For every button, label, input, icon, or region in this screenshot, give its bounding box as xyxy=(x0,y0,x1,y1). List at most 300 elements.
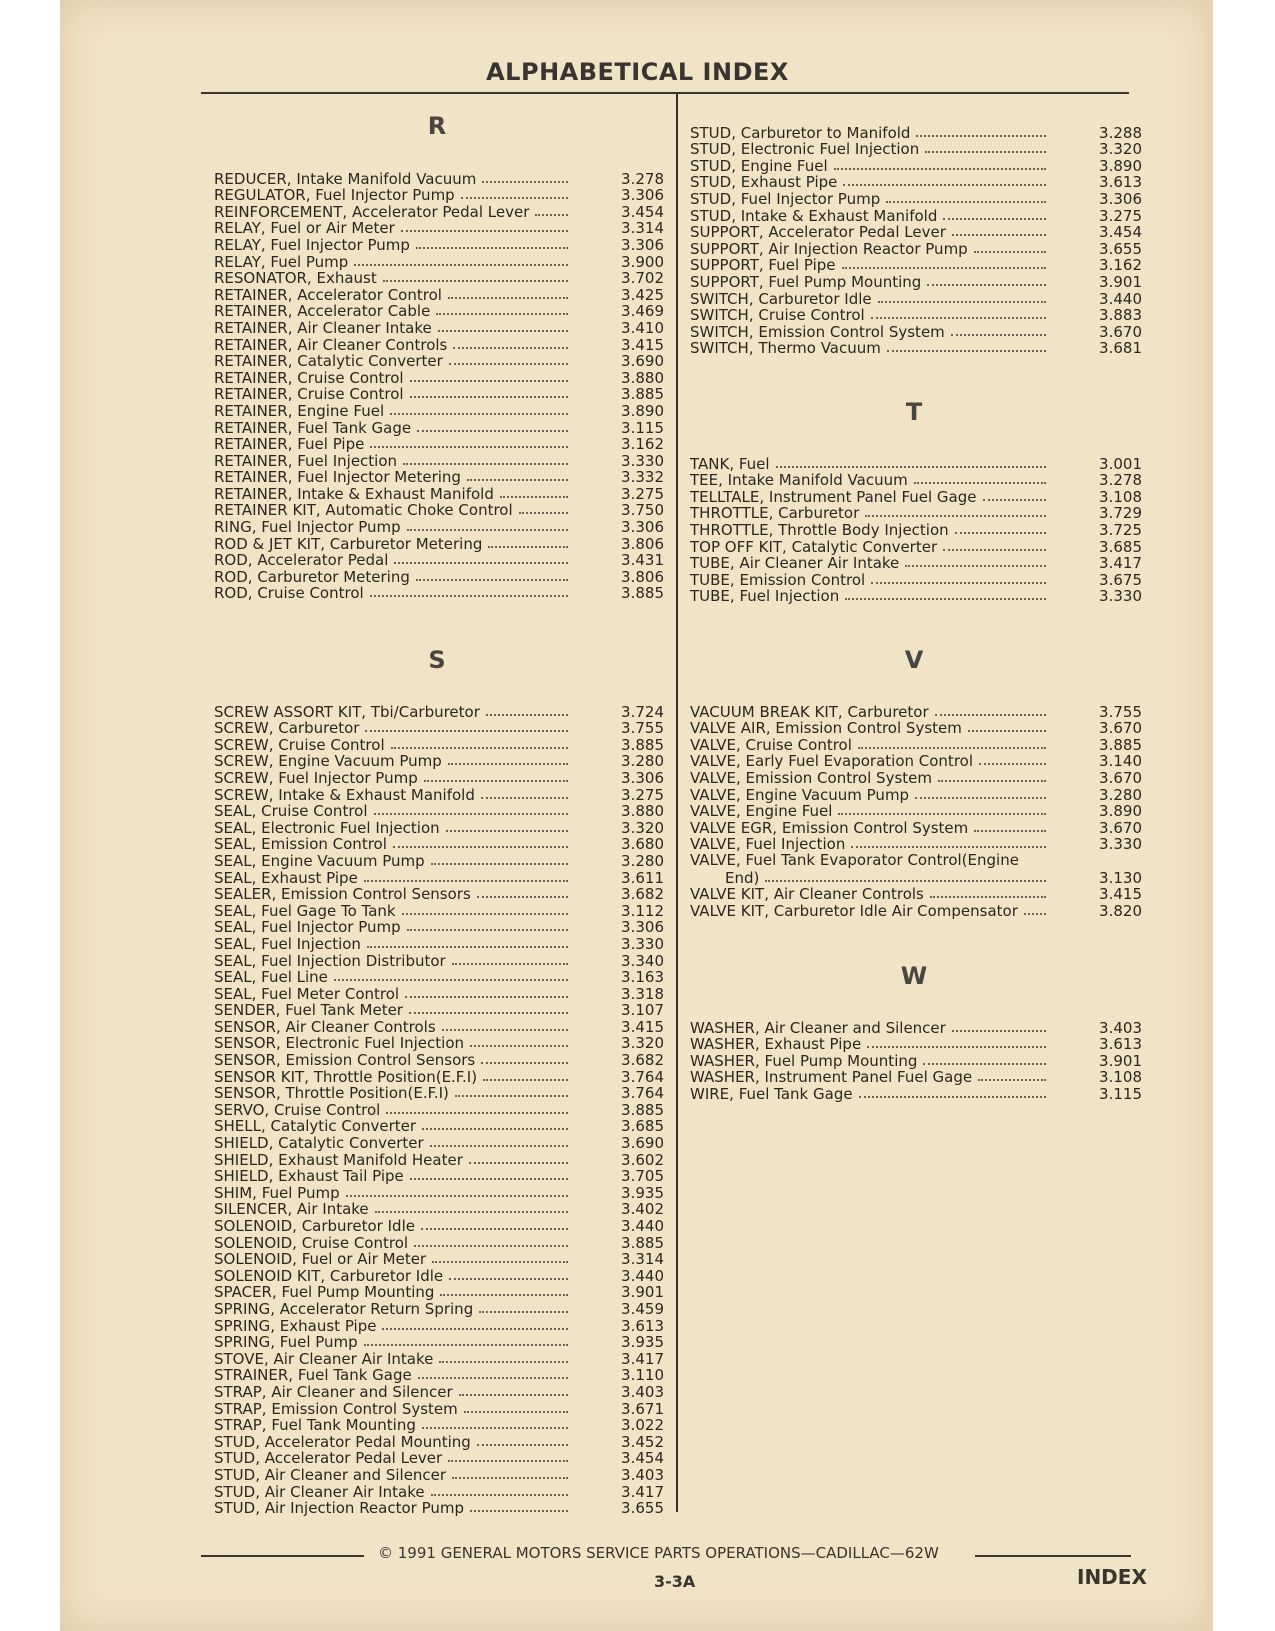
index-entry xyxy=(214,303,664,320)
leader-dots xyxy=(974,830,1046,832)
entry-name: SENSOR, Emission Control Sensors xyxy=(214,1051,476,1070)
entry-reference: 3.885 xyxy=(621,1100,664,1119)
index-entry xyxy=(214,1201,664,1218)
entry-name: ROD, Accelerator Pedal xyxy=(214,551,389,570)
leader-dots xyxy=(916,135,1046,137)
entry-name: THROTTLE, Throttle Body Injection xyxy=(690,520,949,539)
leader-dots xyxy=(410,1178,568,1180)
entry-reference: 3.611 xyxy=(621,868,664,887)
leader-dots xyxy=(974,251,1046,253)
leader-dots xyxy=(1024,913,1046,915)
index-entry xyxy=(214,1085,664,1102)
column-divider xyxy=(676,94,678,1512)
entry-reference: 3.022 xyxy=(621,1416,664,1435)
leader-dots xyxy=(871,317,1046,319)
leader-dots xyxy=(386,1112,568,1114)
index-entry xyxy=(214,568,664,585)
leader-dots xyxy=(452,963,568,965)
index-entry xyxy=(214,1101,664,1118)
entry-name: SHIELD, Exhaust Tail Pipe xyxy=(214,1167,404,1186)
entry-name: SCREW, Engine Vacuum Pump xyxy=(214,752,442,771)
leader-dots xyxy=(535,214,568,216)
leader-dots xyxy=(842,267,1046,269)
index-entry xyxy=(214,1400,664,1417)
entry-reference: 3.110 xyxy=(621,1366,664,1385)
leader-dots xyxy=(416,247,568,249)
index-entry xyxy=(214,1035,664,1052)
entry-reference: 3.278 xyxy=(621,169,664,188)
index-entry xyxy=(214,253,664,270)
leader-dots xyxy=(834,168,1046,170)
entry-reference: 3.890 xyxy=(1099,802,1142,821)
index-list-s-continued xyxy=(690,124,1142,356)
entry-reference: 3.885 xyxy=(1099,735,1142,754)
index-entry xyxy=(214,236,664,253)
entry-reference: 3.670 xyxy=(1099,768,1142,787)
leader-dots xyxy=(915,797,1046,799)
entry-reference: 3.115 xyxy=(1099,1084,1142,1103)
entry-name: SOLENOID KIT, Carburetor Idle xyxy=(214,1266,444,1285)
entry-name: STUD, Engine Fuel xyxy=(690,156,828,175)
leader-dots xyxy=(354,264,568,266)
leader-dots xyxy=(334,979,568,981)
entry-reference: 3.140 xyxy=(1099,752,1142,771)
entry-reference: 3.883 xyxy=(1099,306,1142,325)
index-entry xyxy=(690,886,1142,903)
leader-dots xyxy=(930,896,1046,898)
entry-reference: 3.318 xyxy=(621,984,664,1003)
leader-dots xyxy=(383,280,568,282)
index-entry xyxy=(214,902,664,919)
entry-reference: 3.314 xyxy=(621,1250,664,1269)
leader-dots xyxy=(843,184,1046,186)
entry-reference: 3.306 xyxy=(1099,189,1142,208)
entry-name: RETAINER, Fuel Pipe xyxy=(214,435,365,454)
entry-name: TUBE, Air Cleaner Air Intake xyxy=(690,554,900,573)
index-entry xyxy=(214,1300,664,1317)
entry-reference: 3.163 xyxy=(621,968,664,987)
entry-name: VALVE, Cruise Control xyxy=(690,735,852,754)
entry-reference: 3.320 xyxy=(621,1034,664,1053)
index-entry xyxy=(214,369,664,386)
entry-reference: 3.403 xyxy=(1099,1018,1142,1037)
leader-dots xyxy=(375,1211,568,1213)
entry-reference: 3.675 xyxy=(1099,570,1142,589)
entry-reference: 3.162 xyxy=(1099,256,1142,275)
entry-reference: 3.613 xyxy=(621,1316,664,1335)
entry-reference: 3.314 xyxy=(621,219,664,238)
leader-dots xyxy=(859,1096,1046,1098)
leader-dots xyxy=(459,1394,568,1396)
entry-name: SPRING, Exhaust Pipe xyxy=(214,1316,377,1335)
entry-reference: 3.685 xyxy=(1099,537,1142,556)
entry-name: SHIELD, Catalytic Converter xyxy=(214,1134,424,1153)
entry-reference: 3.107 xyxy=(621,1001,664,1020)
leader-dots xyxy=(365,730,568,732)
entry-name: RELAY, Fuel Injector Pump xyxy=(214,235,410,254)
index-entry xyxy=(214,1267,664,1284)
entry-name: SCREW ASSORT KIT, Tbi/Carburetor xyxy=(214,702,480,721)
leader-dots xyxy=(776,466,1046,468)
entry-name: SEALER, Emission Control Sensors xyxy=(214,885,471,904)
entry-name: RETAINER, Engine Fuel xyxy=(214,401,385,420)
index-entry xyxy=(214,1483,664,1500)
index-entry xyxy=(690,190,1142,207)
entry-reference: 3.431 xyxy=(621,551,664,570)
leader-dots xyxy=(979,763,1046,765)
entry-name: SENDER, Fuel Tank Meter xyxy=(214,1001,403,1020)
entry-name: STUD, Air Cleaner Air Intake xyxy=(214,1482,425,1501)
index-entry xyxy=(214,1168,664,1185)
leader-dots xyxy=(370,595,568,597)
entry-reference: 3.750 xyxy=(621,501,664,520)
leader-dots xyxy=(407,929,568,931)
index-list-r xyxy=(214,170,664,601)
entry-reference: 3.440 xyxy=(1099,289,1142,308)
index-entry xyxy=(214,518,664,535)
leader-dots xyxy=(486,714,568,716)
index-entry xyxy=(690,836,1142,853)
entry-name: STUD, Carburetor to Manifold xyxy=(690,123,911,142)
leader-dots xyxy=(886,201,1046,203)
entry-reference: 3.108 xyxy=(1099,1068,1142,1087)
entry-reference: 3.901 xyxy=(1099,272,1142,291)
entry-name: RETAINER, Fuel Tank Gage xyxy=(214,418,412,437)
leader-dots xyxy=(442,1029,568,1031)
index-entry xyxy=(214,919,664,936)
index-entry xyxy=(214,769,664,786)
index-list-s xyxy=(214,703,664,1516)
leader-dots xyxy=(448,763,568,765)
index-entry xyxy=(214,187,664,204)
entry-reference: 3.682 xyxy=(621,885,664,904)
index-entry xyxy=(214,1350,664,1367)
leader-dots xyxy=(923,1063,1046,1065)
entry-reference: 3.820 xyxy=(1099,901,1142,920)
entry-name: RETAINER, Fuel Injection xyxy=(214,451,398,470)
leader-dots xyxy=(374,813,568,815)
entry-name: TOP OFF KIT, Catalytic Converter xyxy=(690,537,938,556)
leader-dots xyxy=(927,284,1046,286)
entry-reference: 3.280 xyxy=(621,752,664,771)
entry-reference: 3.330 xyxy=(1099,587,1142,606)
leader-dots xyxy=(470,1045,568,1047)
index-entry xyxy=(214,1118,664,1135)
entry-name: VALVE, Engine Fuel xyxy=(690,802,833,821)
index-entry xyxy=(690,538,1142,555)
entry-reference: 3.330 xyxy=(1099,835,1142,854)
entry-reference: 3.885 xyxy=(621,584,664,603)
index-entry xyxy=(214,1383,664,1400)
entry-reference: 3.108 xyxy=(1099,487,1142,506)
entry-name: SEAL, Fuel Injection Distributor xyxy=(214,951,446,970)
title-rule xyxy=(201,92,1129,94)
entry-name: SCREW, Fuel Injector Pump xyxy=(214,768,418,787)
entry-name: STUD, Exhaust Pipe xyxy=(690,173,838,192)
leader-dots xyxy=(851,846,1046,848)
entry-reference: 3.613 xyxy=(1099,1035,1142,1054)
entry-reference: 3.670 xyxy=(1099,818,1142,837)
entry-reference: 3.729 xyxy=(1099,504,1142,523)
entry-reference: 3.469 xyxy=(621,302,664,321)
entry-reference: 3.415 xyxy=(621,1017,664,1036)
entry-reference: 3.885 xyxy=(621,1233,664,1252)
entry-reference: 3.885 xyxy=(621,735,664,754)
index-entry xyxy=(214,1018,664,1035)
index-entry xyxy=(214,1002,664,1019)
entry-name: STRAP, Fuel Tank Mounting xyxy=(214,1416,416,1435)
entry-reference: 3.320 xyxy=(1099,140,1142,159)
entry-reference: 3.440 xyxy=(621,1266,664,1285)
leader-dots xyxy=(461,197,568,199)
leader-dots xyxy=(405,996,568,998)
entry-reference: 3.901 xyxy=(621,1283,664,1302)
entry-name: ROD, Carburetor Metering xyxy=(214,567,410,586)
index-entry xyxy=(214,203,664,220)
entry-name: SWITCH, Cruise Control xyxy=(690,306,865,325)
entry-reference: 3.670 xyxy=(1099,322,1142,341)
entry-reference: 3.755 xyxy=(1099,702,1142,721)
entry-name: SWITCH, Thermo Vacuum xyxy=(690,339,881,358)
leader-dots xyxy=(416,579,568,581)
index-entry xyxy=(690,273,1142,290)
index-entry xyxy=(690,1036,1142,1053)
entry-reference: 3.880 xyxy=(621,368,664,387)
leader-dots xyxy=(482,181,568,183)
leader-dots xyxy=(858,747,1046,749)
section-letter-w: W xyxy=(900,962,928,990)
entry-reference: 3.162 xyxy=(621,435,664,454)
entry-name: SENSOR, Air Cleaner Controls xyxy=(214,1017,436,1036)
leader-dots xyxy=(470,1510,568,1512)
entry-name: SOLENOID, Carburetor Idle xyxy=(214,1217,415,1235)
entry-reference: 3.459 xyxy=(621,1299,664,1318)
leader-dots xyxy=(431,1494,568,1496)
entry-name: RETAINER, Air Cleaner Controls xyxy=(214,335,448,354)
entry-name: STUD, Air Injection Reactor Pump xyxy=(214,1499,465,1518)
entry-name: SEAL, Engine Vacuum Pump xyxy=(214,851,425,870)
entry-reference: 3.602 xyxy=(621,1150,664,1169)
index-entry xyxy=(214,1466,664,1483)
leader-dots xyxy=(878,301,1046,303)
index-entry xyxy=(214,736,664,753)
entry-name: STRAINER, Fuel Tank Gage xyxy=(214,1366,412,1385)
leader-dots xyxy=(867,1046,1046,1048)
leader-dots xyxy=(436,313,568,315)
index-entry xyxy=(690,240,1142,257)
entry-name: REDUCER, Intake Manifold Vacuum xyxy=(214,169,477,188)
entry-name: SEAL, Electronic Fuel Injection xyxy=(214,818,440,837)
leader-dots xyxy=(452,1477,568,1479)
leader-dots xyxy=(393,846,568,848)
leader-dots xyxy=(838,813,1046,815)
entry-name: SEAL, Exhaust Pipe xyxy=(214,868,358,887)
entry-reference: 3.880 xyxy=(621,802,664,821)
entry-name: RETAINER, Cruise Control xyxy=(214,368,404,387)
entry-reference: 3.454 xyxy=(1099,223,1142,242)
entry-reference: 3.655 xyxy=(1099,239,1142,258)
leader-dots xyxy=(765,880,1046,882)
entry-name: THROTTLE, Carburetor xyxy=(690,504,860,523)
footer-copyright: © 1991 GENERAL MOTORS SERVICE PARTS OPERATIONS—CADILLAC—62W xyxy=(378,1544,939,1562)
leader-dots xyxy=(367,946,568,948)
index-entry xyxy=(690,720,1142,737)
paper-edge xyxy=(1205,0,1213,1631)
index-entry xyxy=(214,886,664,903)
entry-reference: 3.275 xyxy=(621,484,664,503)
index-entry xyxy=(214,419,664,436)
leader-dots xyxy=(464,1411,568,1413)
leader-dots xyxy=(519,512,568,514)
index-entry xyxy=(214,819,664,836)
entry-name: SENSOR, Electronic Fuel Injection xyxy=(214,1034,464,1053)
entry-name: VALVE, Fuel Injection xyxy=(690,835,846,854)
leader-dots xyxy=(865,515,1046,517)
footer-rule-left xyxy=(201,1555,364,1557)
entry-reference: 3.670 xyxy=(1099,719,1142,738)
leader-dots xyxy=(938,780,1046,782)
index-entry xyxy=(214,1450,664,1467)
index-entry xyxy=(690,555,1142,572)
entry-name: SPRING, Accelerator Return Spring xyxy=(214,1299,474,1318)
page-title: ALPHABETICAL INDEX xyxy=(486,58,789,86)
entry-name: SUPPORT, Fuel Pipe xyxy=(690,256,836,275)
index-entry xyxy=(690,124,1142,141)
leader-dots xyxy=(483,1079,568,1081)
entry-reference: 3.764 xyxy=(621,1084,664,1103)
index-entry xyxy=(690,455,1142,472)
index-entry xyxy=(214,1234,664,1251)
leader-dots xyxy=(417,430,568,432)
index-entry xyxy=(214,969,664,986)
leader-dots xyxy=(440,1294,568,1296)
leader-dots xyxy=(410,396,568,398)
index-entry xyxy=(214,1284,664,1301)
entry-reference: 3.755 xyxy=(621,719,664,738)
entry-name: REINFORCEMENT, Accelerator Pedal Lever xyxy=(214,202,530,221)
leader-dots xyxy=(481,797,568,799)
entry-reference: 3.330 xyxy=(621,451,664,470)
entry-reference: 3.410 xyxy=(621,318,664,337)
entry-name: STUD, Air Cleaner and Silencer xyxy=(214,1465,447,1484)
entry-reference: 3.671 xyxy=(621,1399,664,1418)
entry-name: TELLTALE, Instrument Panel Fuel Gage xyxy=(690,487,977,506)
entry-reference: 3.001 xyxy=(1099,454,1142,473)
section-label: INDEX xyxy=(1077,1565,1147,1589)
index-entry xyxy=(690,902,1142,919)
entry-reference: 3.112 xyxy=(621,901,664,920)
entry-reference: 3.655 xyxy=(621,1499,664,1518)
leader-dots xyxy=(453,347,568,349)
leader-dots xyxy=(364,1344,568,1346)
leader-dots xyxy=(418,1377,568,1379)
entry-name: SHIELD, Exhaust Manifold Heater xyxy=(214,1150,463,1169)
entry-reference: 3.115 xyxy=(621,418,664,437)
entry-name: SWITCH, Emission Control System xyxy=(690,322,945,341)
leader-dots xyxy=(414,1245,568,1247)
entry-reference: 3.403 xyxy=(621,1382,664,1401)
index-entry xyxy=(214,353,664,370)
entry-name: WASHER, Instrument Panel Fuel Gage xyxy=(690,1068,973,1087)
leader-dots xyxy=(500,496,568,498)
entry-reference: 3.680 xyxy=(621,835,664,854)
leader-dots xyxy=(407,529,568,531)
entry-name: SPRING, Fuel Pump xyxy=(214,1333,358,1352)
index-list-v xyxy=(690,703,1142,919)
entry-name: WIRE, Fuel Tank Gage xyxy=(690,1084,853,1103)
entry-reference: 3.613 xyxy=(1099,173,1142,192)
index-entry xyxy=(214,452,664,469)
index-entry xyxy=(690,157,1142,174)
entry-name: STOVE, Air Cleaner Air Intake xyxy=(214,1349,434,1368)
entry-name: SOLENOID, Cruise Control xyxy=(214,1233,409,1252)
leader-dots xyxy=(424,780,568,782)
entry-name: RETAINER, Accelerator Cable xyxy=(214,302,431,321)
leader-dots xyxy=(955,532,1046,534)
index-entry xyxy=(690,141,1142,158)
index-entry xyxy=(214,836,664,853)
index-entry xyxy=(690,852,1142,885)
entry-reference: 3.425 xyxy=(621,285,664,304)
entry-name: TEE, Intake Manifold Vacuum xyxy=(690,471,908,490)
leader-dots xyxy=(401,230,568,232)
entry-reference: 3.935 xyxy=(621,1333,664,1352)
index-entry xyxy=(214,952,664,969)
index-entry xyxy=(214,336,664,353)
leader-dots xyxy=(449,1278,568,1280)
index-entry xyxy=(690,786,1142,803)
entry-reference: 3.885 xyxy=(621,385,664,404)
index-entry xyxy=(690,1052,1142,1069)
index-entry xyxy=(214,703,664,720)
entry-reference: 3.681 xyxy=(1099,339,1142,358)
entry-name: WASHER, Fuel Pump Mounting xyxy=(690,1051,918,1070)
entry-reference: 3.415 xyxy=(1099,885,1142,904)
leader-dots xyxy=(421,1228,568,1230)
leader-dots xyxy=(409,1012,568,1014)
entry-name: RELAY, Fuel or Air Meter xyxy=(214,219,395,238)
page-number: 3-3A xyxy=(654,1572,696,1591)
entry-name: ROD, Cruise Control xyxy=(214,584,364,603)
index-entry xyxy=(214,535,664,552)
entry-reference: 3.275 xyxy=(621,785,664,804)
leader-dots xyxy=(391,747,568,749)
index-entry xyxy=(214,286,664,303)
leader-dots xyxy=(951,334,1046,336)
index-entry xyxy=(214,753,664,770)
entry-reference: 3.725 xyxy=(1099,520,1142,539)
entry-name: RETAINER, Cruise Control xyxy=(214,385,404,404)
index-entry xyxy=(214,270,664,287)
entry-name: REGULATOR, Fuel Injector Pump xyxy=(214,186,455,205)
leader-dots xyxy=(968,730,1046,732)
leader-dots xyxy=(952,234,1046,236)
index-entry xyxy=(214,1433,664,1450)
entry-name: STUD, Fuel Injector Pump xyxy=(690,189,881,208)
entry-name: RESONATOR, Exhaust xyxy=(214,269,377,288)
leader-dots xyxy=(455,1095,568,1097)
leader-dots xyxy=(431,863,568,865)
leader-dots xyxy=(446,830,568,832)
entry-name: SENSOR KIT, Throttle Position(E.F.I) xyxy=(214,1067,478,1086)
index-entry xyxy=(214,1151,664,1168)
entry-reference: 3.900 xyxy=(621,252,664,271)
leader-dots xyxy=(364,880,568,882)
leader-dots xyxy=(390,413,568,415)
entry-name: STUD, Intake & Exhaust Manifold xyxy=(690,206,938,225)
leader-dots xyxy=(422,1427,568,1429)
index-entry xyxy=(214,436,664,453)
